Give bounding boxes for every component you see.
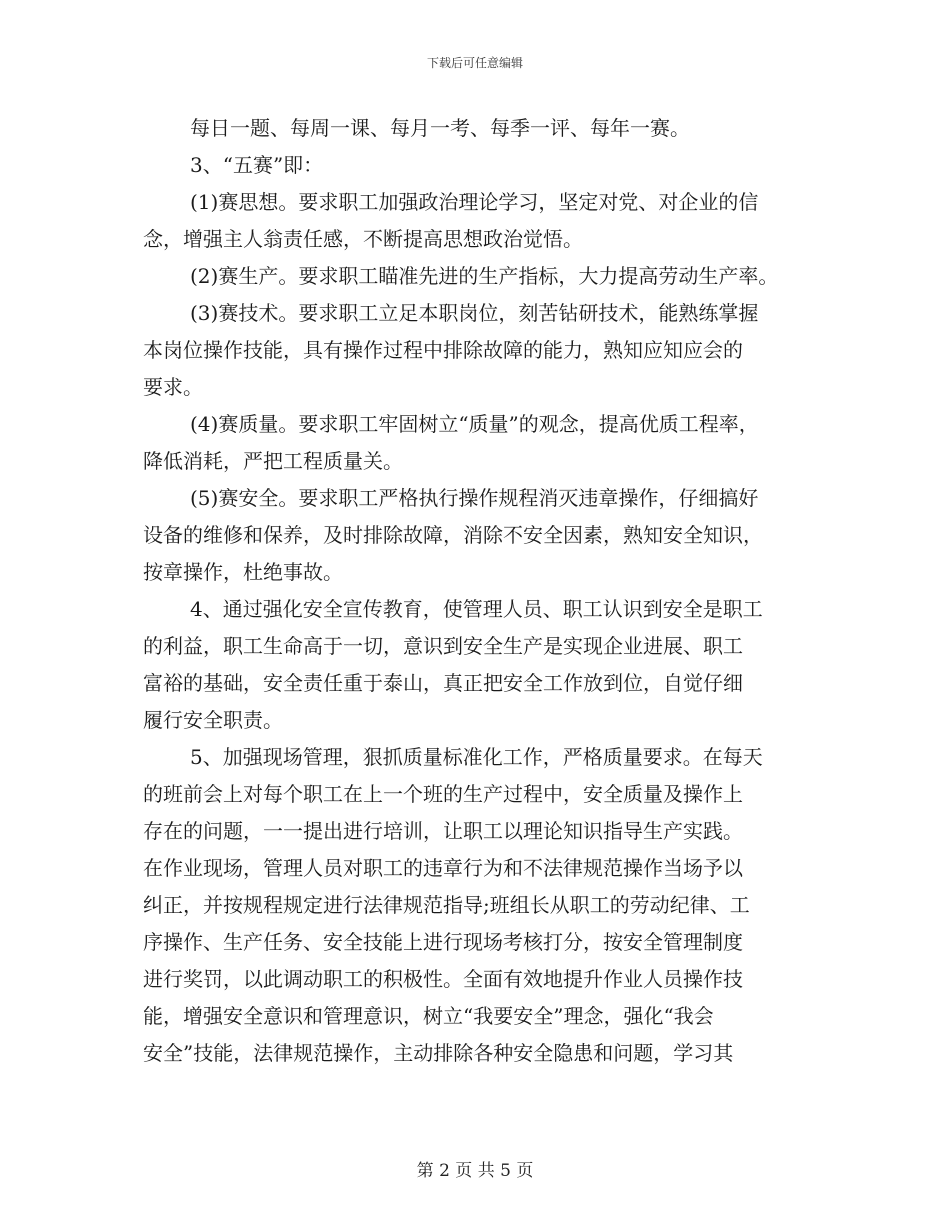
- text-line: 按章操作，杜绝事故。: [143, 560, 343, 584]
- text-line: (4)赛质量。要求职工牢固树立“质量”的观念，提高优质工程率，: [190, 412, 759, 436]
- text-line: (1)赛思想。要求职工加强政治理论学习，坚定对党、对企业的信: [190, 190, 759, 214]
- text-line: (3)赛技术。要求职工立足本职岗位，刻苦钻研技术，能熟练掌握: [190, 301, 759, 325]
- text-line: 纠正，并按规程规定进行法律规范指导;班组长从职工的劳动纪律、工: [143, 893, 750, 917]
- text-line: 设备的维修和保养，及时排除故障，消除不安全因素，熟知安全知识，: [143, 523, 763, 547]
- text-line: 履行安全职责。: [143, 708, 283, 732]
- text-line: 的利益，职工生命高于一切，意识到安全生产是实现企业进展、职工: [143, 634, 743, 658]
- text-line: 富裕的基础，安全责任重于泰山，真正把安全工作放到位，自觉仔细: [143, 671, 743, 695]
- text-line: 存在的问题，一一提出进行培训，让职工以理论知识指导生产实践。: [143, 819, 743, 843]
- text-line: 安全”技能，法律规范操作，主动排除各种安全隐患和问题，学习其: [143, 1041, 734, 1065]
- text-line: 降低消耗，严把工程质量关。: [143, 449, 403, 473]
- text-line: 4、通过强化安全宣传教育，使管理人员、职工认识到安全是职工: [190, 597, 763, 621]
- text-line: 每日一题、每周一课、每月一考、每季一评、每年一赛。: [190, 116, 690, 140]
- text-line: 本岗位操作技能，具有操作过程中排除故障的能力，熟知应知应会的: [143, 338, 743, 362]
- text-line: 在作业现场，管理人员对职工的违章行为和不法律规范操作当场予以: [143, 856, 743, 880]
- text-line: (2)赛生产。要求职工瞄准先进的生产指标，大力提高劳动生产率。: [190, 264, 779, 288]
- text-line: 的班前会上对每个职工在上一个班的生产过程中，安全质量及操作上: [143, 782, 743, 806]
- text-line: 序操作、生产任务、安全技能上进行现场考核打分，按安全管理制度: [143, 930, 743, 954]
- page-header: 下载后可任意编辑: [426, 56, 523, 70]
- text-line: 5、加强现场管理，狠抓质量标准化工作，严格质量要求。在每天: [190, 745, 763, 769]
- text-line: 能，增强安全意识和管理意识，树立“我要安全”理念，强化“我会: [143, 1004, 714, 1028]
- text-line: 念，增强主人翁责任感，不断提高思想政治觉悟。: [143, 227, 583, 251]
- page-footer: 第 2 页 共 5 页: [416, 1161, 534, 1181]
- text-line: 要求。: [143, 375, 203, 399]
- text-line: 3、“五赛”即：: [190, 153, 324, 177]
- text-line: 进行奖罚，以此调动职工的积极性。全面有效地提升作业人员操作技: [143, 967, 743, 991]
- text-line: (5)赛安全。要求职工严格执行操作规程消灭违章操作，仔细搞好: [190, 486, 759, 510]
